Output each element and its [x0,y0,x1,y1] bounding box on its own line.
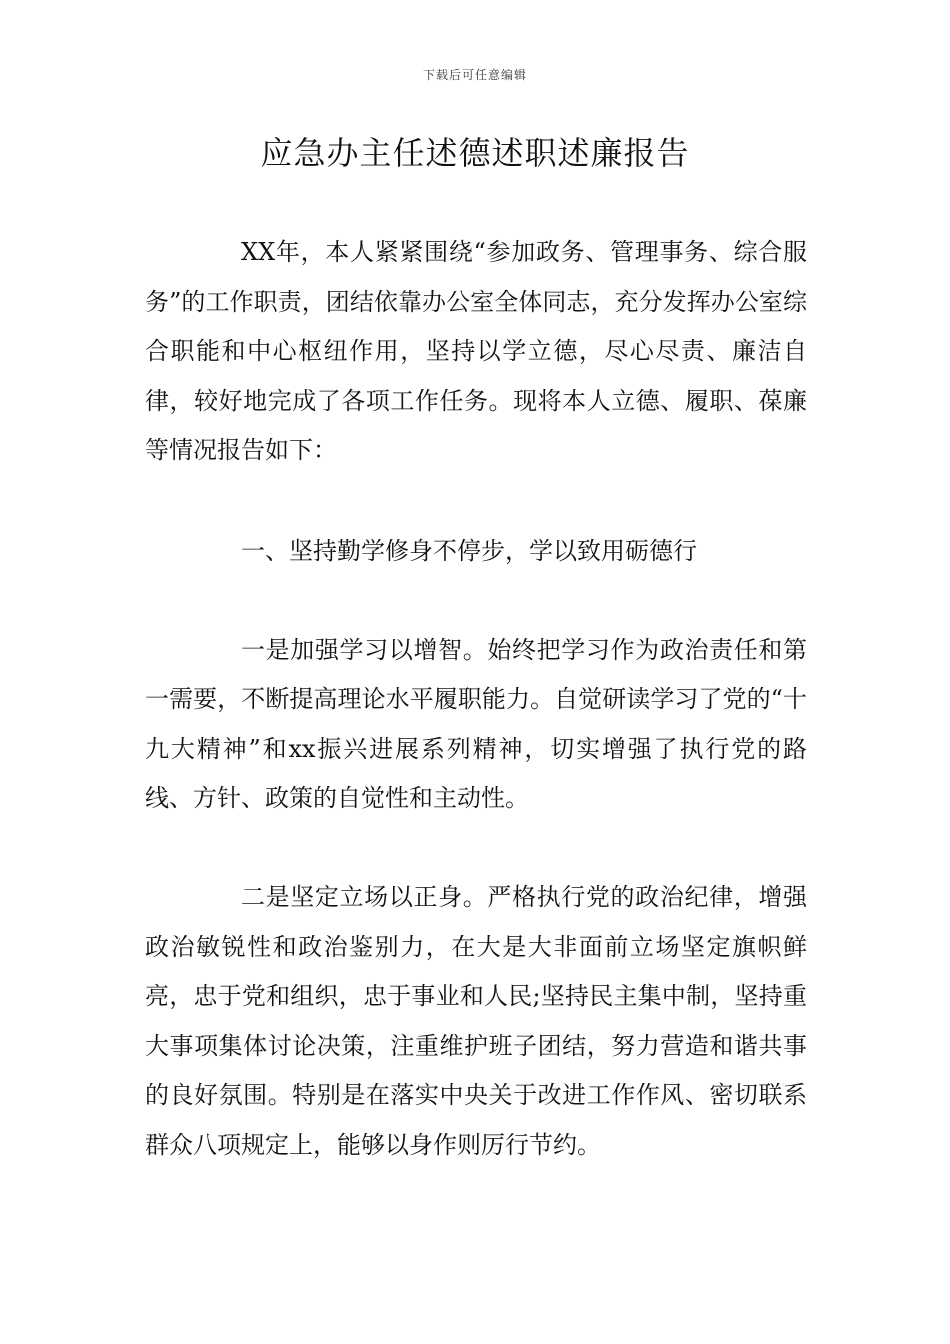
document-body [145,228,807,1170]
paragraph-one: 一是加强学习以增智。始终把学习作为政治责任和第一需要，不断提高理论水平履职能力。自觉研读学习了党的“十九大精神”和xx振兴进展系列精神，切实增强了执行党的路线、方针、政策的自觉性和主动性。 [145,635,807,812]
document-title: 应急办主任述德述职述廉报告 [260,134,690,172]
header-note: 下载后可任意编辑 [422,68,527,82]
section-heading: 一、坚持勤学修身不停步，学以致用砺德行 [241,536,697,565]
paragraph-two: 二是坚定立场以正身。严格执行党的政治纪律，增强政治敏锐性和政治鉴别力，在大是大非面前立场坚定旗帜鲜亮，忠于党和组织，忠于事业和人民;坚持民主集中制，坚持重大事项集体讨论决策，注重维护班子团结，努力营造和谐共事的良好氛围。特别是在落实中央关于改进工作作风、密切联系群众八项规定上，能够以身作则厉行节约。 [145,883,807,1159]
intro-paragraph: XX年，本人紧紧围绕“参加政务、管理事务、综合服务”的工作职责，团结依靠办公室全体同志，充分发挥办公室综合职能和中心枢纽作用，坚持以学立德，尽心尽责、廉洁自律，较好地完成了各项工作任务。现将本人立德、履职、葆廉等情况报告如下： [145,238,807,464]
